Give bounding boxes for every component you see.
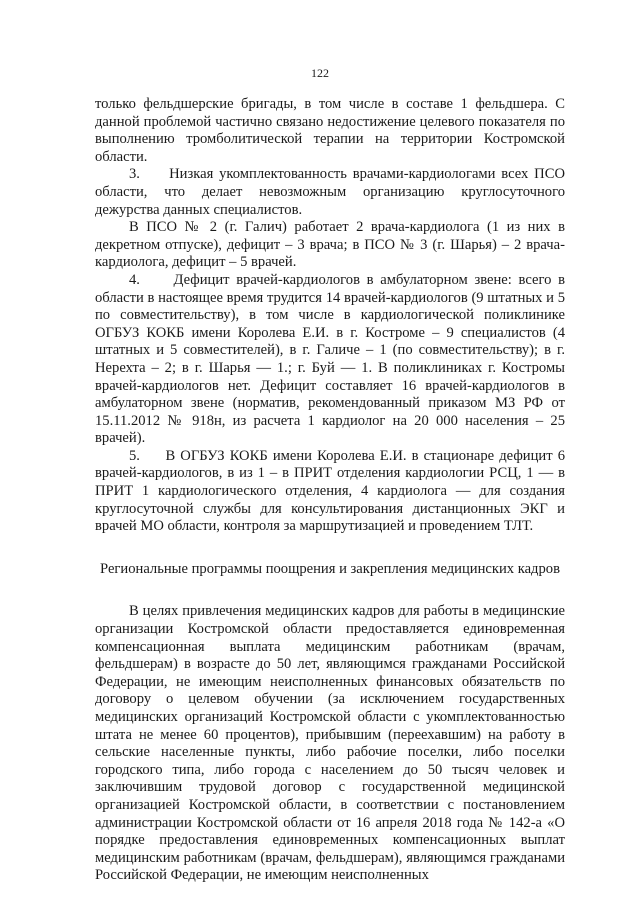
- paragraph-item-3: 3. Низкая укомплектованность врачами-кардиологами всех ПСО области, что делает невозможным организацию круглосуточного дежурства данных специалистов.: [95, 166, 565, 218]
- paragraph-continuation: только фельдшерские бригады, в том числе в составе 1 фельдшера. С данной проблемой частично связано недостижение целевого показателя по выполнению тромболитической терапии на территории Костромской области.: [95, 96, 565, 165]
- paragraph-item-5: 5. В ОГБУЗ КОКБ имени Королева Е.И. в стационаре дефицит 6 врачей-кардиологов, в из 1 – в ПРИТ отделения кардиологии РСЦ, 1 — в ПРИТ 1 кардиологического отделения, 4 кардиолога — для создания круглосуточной службы для консультирования дистанционных ЭКГ и врачей МО области, контроля за маршрутизацией и проведением ТЛТ.: [95, 447, 565, 535]
- document-body: [95, 96, 565, 885]
- paragraph-item-4: 4. Дефицит врачей-кардиологов в амбулаторном звене: всего в области в настоящее время трудится 14 врачей-кардиологов (9 штатных и 5 по совместительству), в том числе в кардиологической поликлинике ОГБУЗ КОКБ имени Королева Е.И. в г. Костроме – 9 специалистов (4 штатных и 5 совместителей), в г. Галиче – 1 (по совместительству); в г. Нерехта – 2; в г. Шарья — 1.; г. Буй — 1. В поликлиниках г. Костромы врачей-кардиологов нет. Дефицит составляет 16 врачей-кардиологов в амбулаторном звене (норматив, рекомендованный приказом МЗ РФ от 15.11.2012 № 918н, из расчета 1 кардиолог на 20 000 населения – 25 врачей).: [95, 271, 565, 447]
- page-number: 122: [311, 66, 329, 80]
- section-paragraph: В целях привлечения медицинских кадров для работы в медицинские организации Костромской области предоставляется единовременная компенсационная выплата медицинским работникам (врачам, фельдшерам) в возрасте до 50 лет, являющимся гражданами Российской Федерации, не имеющим неисполненных финансовых обязательств по договору о целевом обучении (за исключением государственных медицинских организаций Костромской области с укомплектованностью штата не менее 60 процентов), прибывшим (переехавшим) на работу в сельские населенные пункты, либо рабочие поселки, либо поселки городского типа, либо города с населением до 50 тысяч человек и заключившим трудовой договор с государственной медицинской организацией Костромской области, в соответствии с постановлением администрации Костромской области от 16 апреля 2018 года № 142-а «О порядке предоставления единовременных компенсационных выплат медицинским работникам (врачам, фельдшерам), являющимся гражданами Российской Федерации, не имеющим неисполненных: [95, 603, 565, 884]
- section-heading: Региональные программы поощрения и закрепления медицинских кадров: [100, 560, 560, 577]
- paragraph-pso-details: В ПСО № 2 (г. Галич) работает 2 врача-кардиолога (1 из них в декретном отпуске), дефицит – 3 врача; в ПСО № 3 (г. Шарья) – 2 врача-кардиолога, дефицит – 5 врачей.: [95, 219, 565, 271]
